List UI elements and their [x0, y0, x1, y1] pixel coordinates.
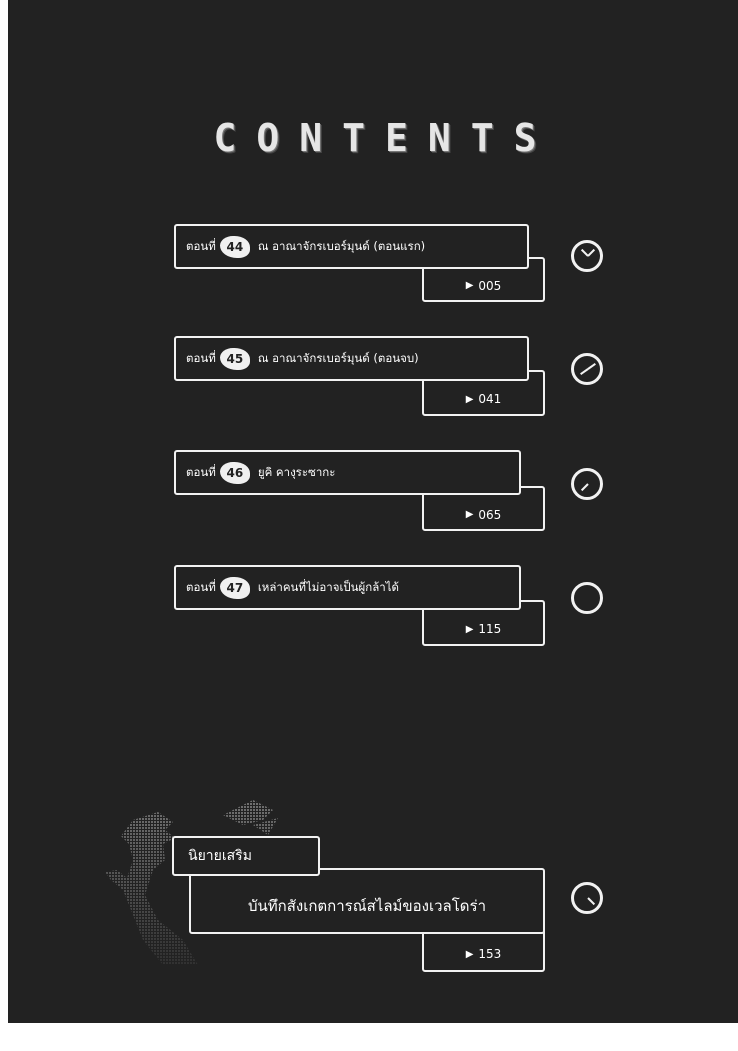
- play-icon: ▶: [465, 948, 474, 960]
- extra-story-title-box: [189, 868, 545, 934]
- chapter-number-badge: 46: [220, 462, 250, 484]
- chapter-number-badge: 45: [220, 348, 250, 370]
- clock-icon: [571, 582, 603, 614]
- chapter-page-number: 065: [478, 507, 502, 522]
- extra-page-number: 153: [478, 947, 502, 961]
- chapter-number-badge: 44: [220, 236, 250, 258]
- chapter-page-number: 115: [478, 622, 502, 636]
- clock-icon: [571, 468, 603, 500]
- chapter-prefix: ตอนที่: [186, 350, 216, 365]
- clock-icon: [571, 240, 603, 272]
- chapter-title: ยูคิ คางุระซากะ: [257, 464, 336, 479]
- chapter-title-box: [174, 565, 521, 610]
- clock-icon: [571, 353, 603, 385]
- play-icon: ▶: [465, 509, 474, 520]
- chapter-title-box: [174, 224, 529, 269]
- chapter-prefix: ตอนที่: [186, 579, 216, 594]
- chapter-title-box: [174, 450, 521, 495]
- play-icon: ▶: [465, 623, 474, 635]
- chapter-number-badge: 47: [220, 577, 250, 599]
- chapter-title: ณ อาณาจักรเบอร์มุนด์ (ตอนแรก): [257, 238, 426, 253]
- chapter-title-box: [174, 336, 529, 381]
- chapter-prefix: ตอนที่: [186, 238, 216, 253]
- chapter-title: ณ อาณาจักรเบอร์มุนด์ (ตอนจบ): [257, 350, 419, 365]
- chapter-title: เหล่าคนที่ไม่อาจเป็นผู้กล้าได้: [257, 579, 399, 594]
- clock-icon: [571, 882, 603, 914]
- chapter-page-number: 005: [478, 278, 502, 293]
- page-title: CONTENTS: [213, 116, 557, 160]
- extra-story-label: นิยายเสริม: [188, 848, 252, 864]
- extra-story-title: บันทึกสังเกตการณ์สไลม์ของเวลโดร่า: [247, 897, 487, 915]
- chapter-prefix: ตอนที่: [186, 464, 216, 479]
- extra-story-label-box: [172, 836, 320, 876]
- chapter-page-number: 041: [478, 392, 502, 406]
- contents-page: [8, 0, 738, 1023]
- play-icon: ▶: [465, 280, 474, 291]
- play-icon: ▶: [465, 393, 474, 405]
